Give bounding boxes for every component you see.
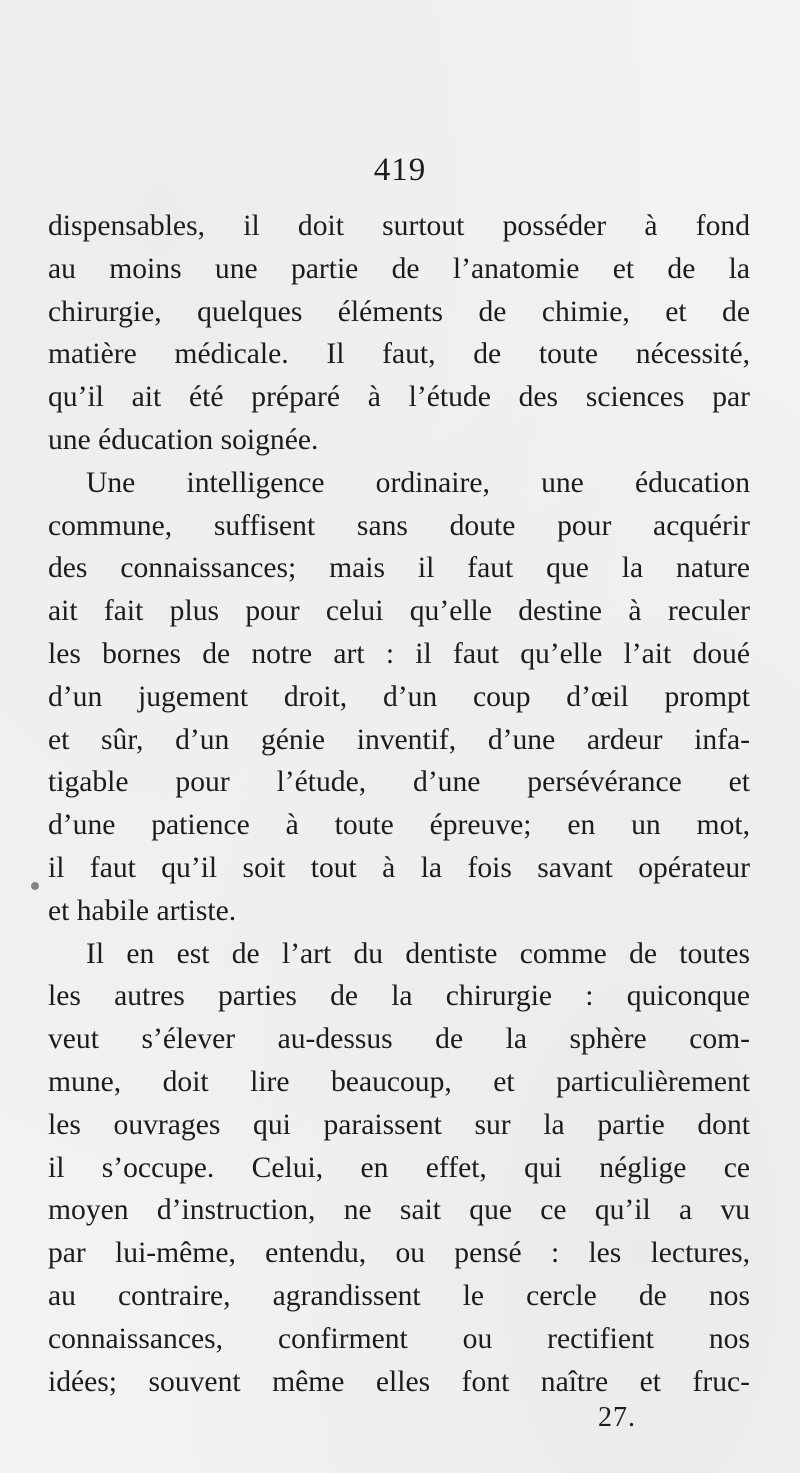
paragraph-2 [48, 462, 750, 933]
paragraph-3 [48, 933, 750, 1404]
text-line: au moins une partie de l’anatomie et de la [48, 252, 750, 285]
text-line: d’un jugement droit, d’un coup d’œil prompt [48, 680, 750, 713]
text-line: qu’il ait été préparé à l’étude des sciences par [48, 381, 750, 414]
text-line: commune, suffisent sans doute pour acquérir [48, 509, 750, 542]
paragraph-1 [48, 205, 750, 462]
ink-speck [31, 882, 39, 890]
text-line: les autres parties de la chirurgie : quiconque [48, 980, 750, 1013]
text-line: d’une patience à toute épreuve; en un mot, [48, 809, 750, 842]
text-line: Il en est de l’art du dentiste comme de toutes [86, 937, 750, 970]
text-line: dispensables, il doit surtout posséder à fond [48, 210, 750, 242]
text-line: mune, doit lire beaucoup, et particulièrement [48, 1065, 750, 1098]
text-line: veut s’élever au-dessus de la sphère com- [48, 1023, 750, 1056]
text-line: idées; souvent même elles font naître et fruc- [48, 1365, 750, 1398]
text-line: et habile artiste. [48, 894, 237, 927]
text-line: connaissances, confirment ou rectifient nos [48, 1322, 750, 1355]
text-line: au contraire, agrandissent le cercle de nos [48, 1279, 750, 1312]
text-line: tigable pour l’étude, d’une persévérance et [48, 766, 750, 799]
text-line: il s’occupe. Celui, en effet, qui néglige ce [48, 1151, 750, 1184]
text-line: matière médicale. Il faut, de toute nécessité, [48, 338, 750, 371]
text-line: une éducation soignée. [48, 423, 319, 456]
text-line: et sûr, d’un génie inventif, d’une ardeur infa- [48, 723, 750, 756]
text-line: Une intelligence ordinaire, une éducation [86, 466, 750, 499]
text-line: par lui-même, entendu, ou pensé : les lectures, [48, 1237, 750, 1270]
text-line: les ouvrages qui paraissent sur la partie dont [48, 1108, 750, 1141]
text-line: des connaissances; mais il faut que la nature [48, 552, 750, 585]
body-text [48, 205, 750, 1403]
text-line: il faut qu’il soit tout à la fois savant opérateur [48, 851, 750, 884]
printer-signature-mark: 27. [598, 1402, 636, 1433]
text-line: les bornes de notre art : il faut qu’elle l’ait doué [48, 637, 750, 670]
page-number: 419 [373, 152, 427, 188]
text-line: chirurgie, quelques éléments de chimie, et de [48, 295, 750, 328]
text-line: ait fait plus pour celui qu’elle destine à reculer [48, 595, 750, 628]
text-line: moyen d’instruction, ne sait que ce qu’il a vu [48, 1194, 750, 1227]
